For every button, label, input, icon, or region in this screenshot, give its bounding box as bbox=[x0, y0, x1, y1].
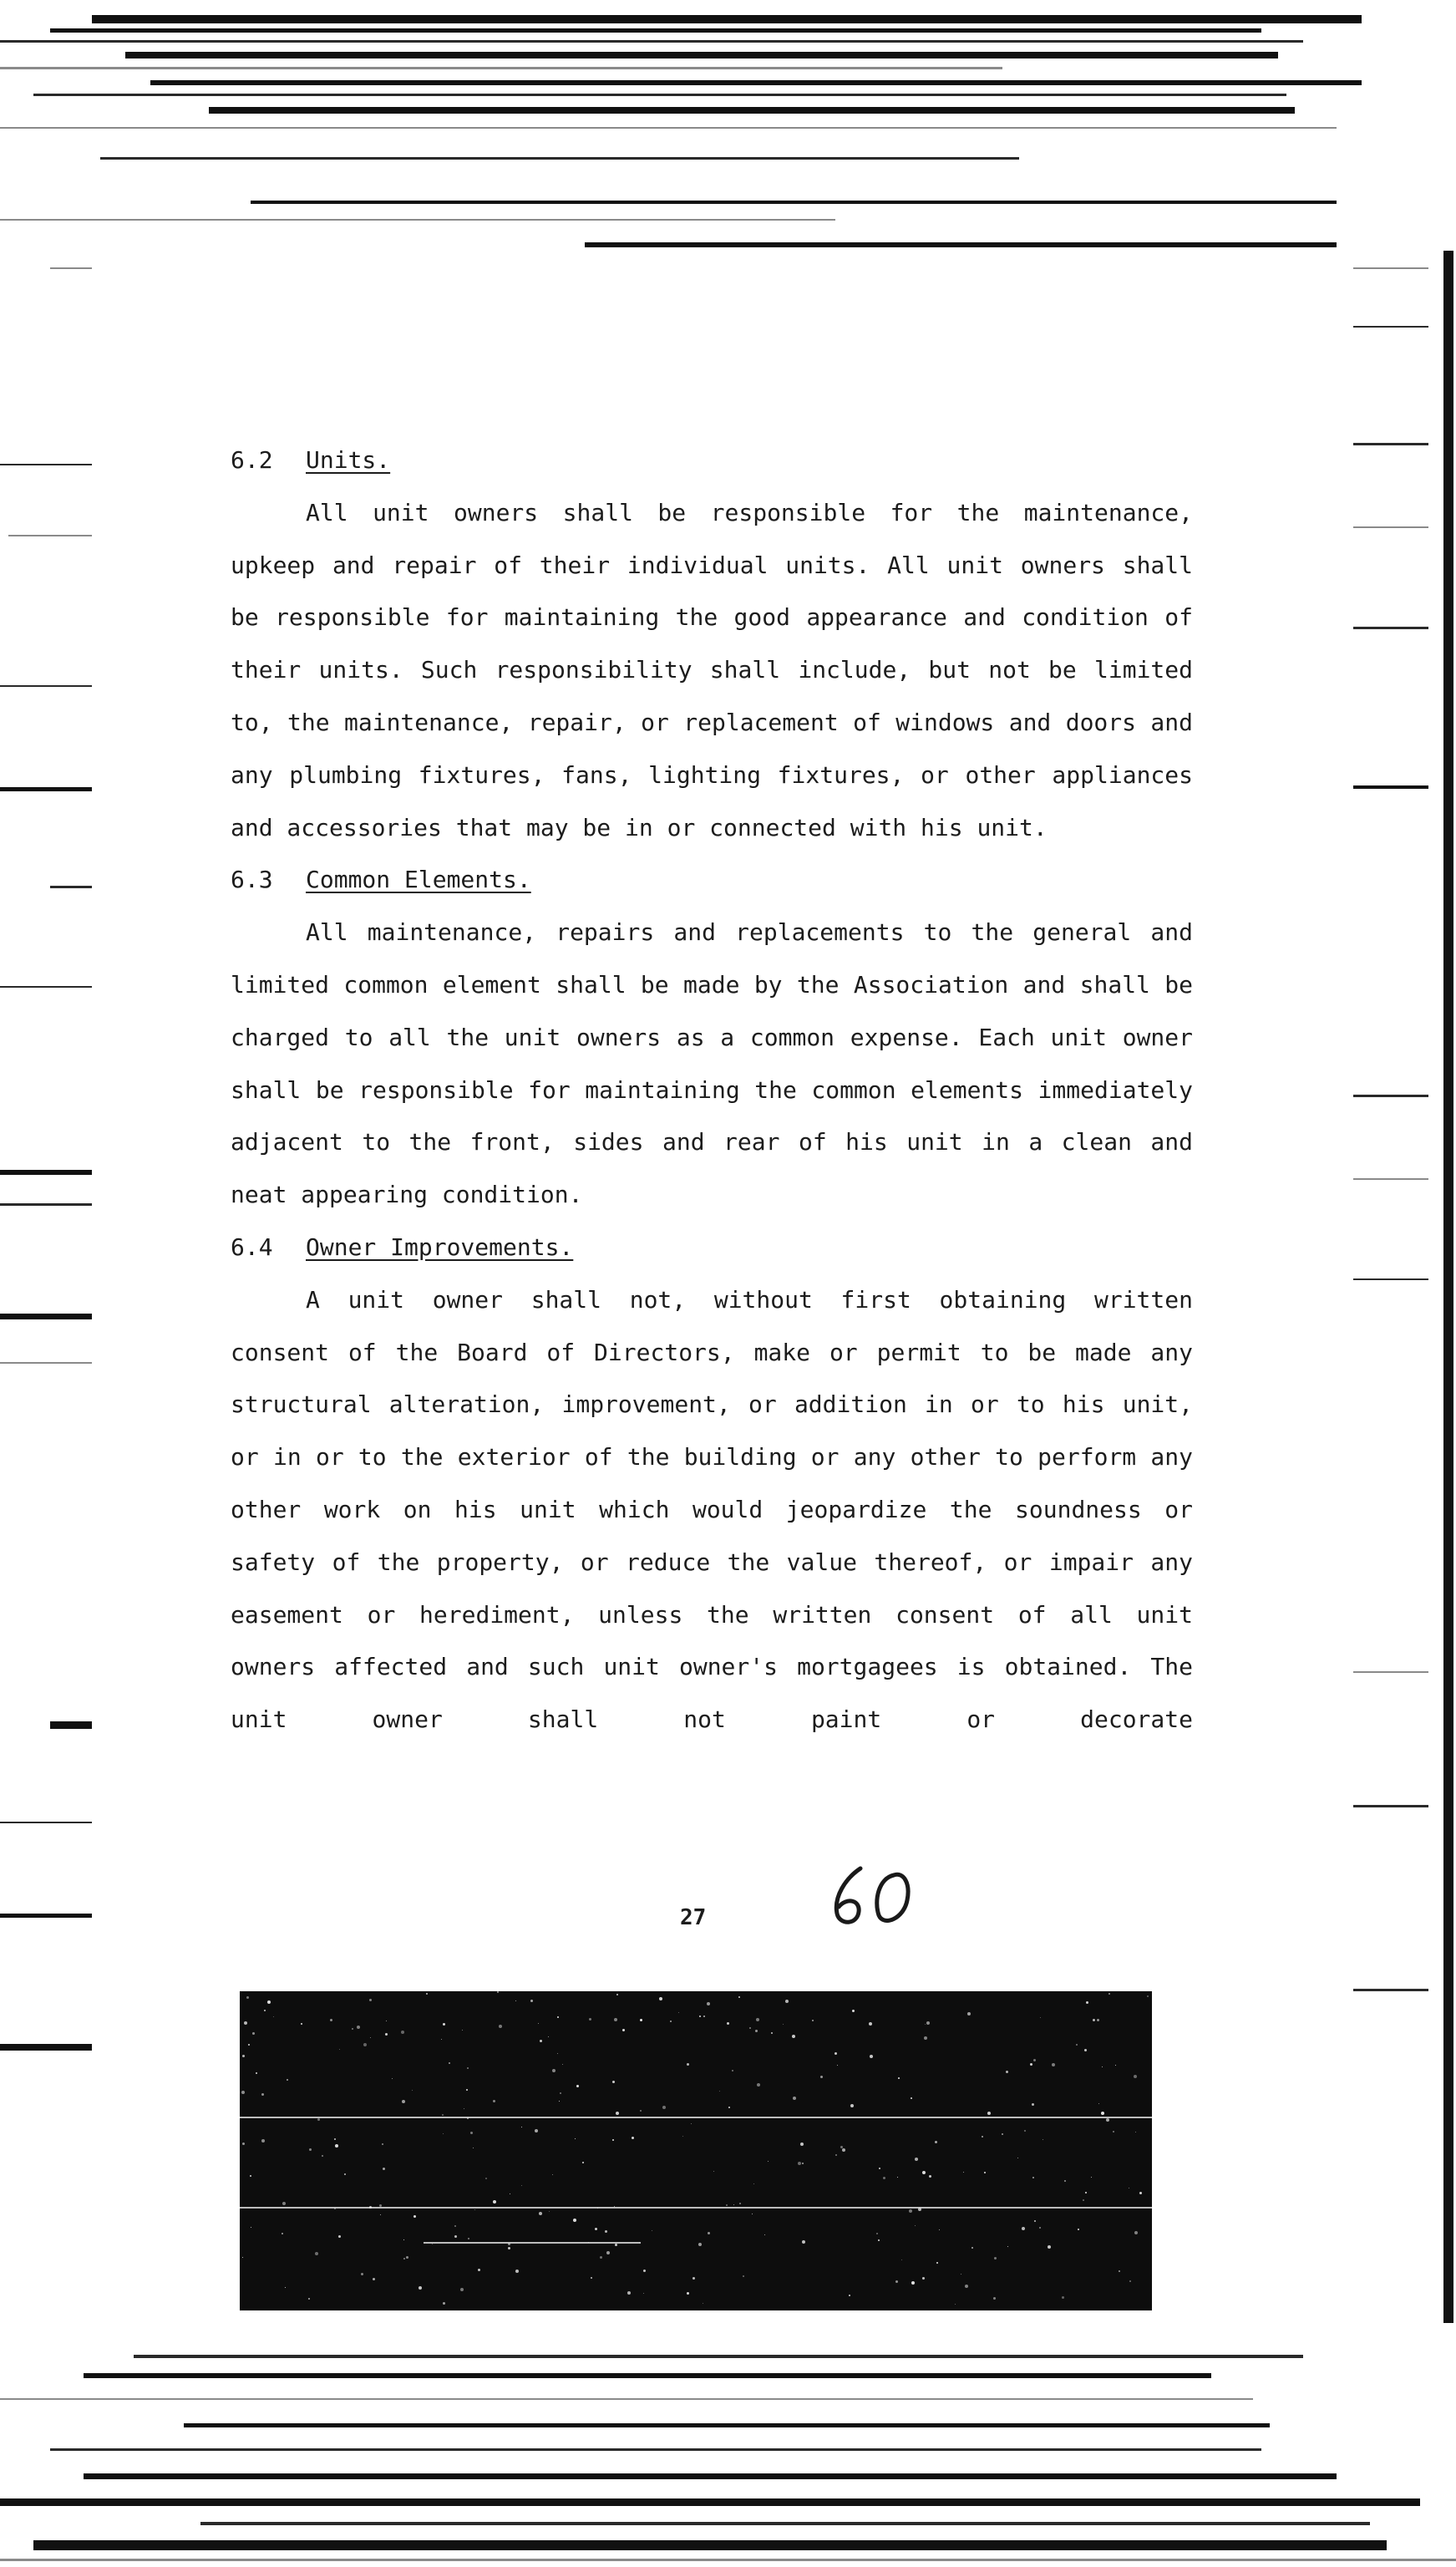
scan-streak bbox=[240, 2207, 1152, 2209]
page-number: 27 bbox=[680, 1905, 707, 1930]
scan-speck bbox=[965, 2285, 968, 2288]
scan-artifact-right bbox=[1345, 251, 1456, 2323]
scan-speck bbox=[1102, 2066, 1103, 2067]
scan-speck bbox=[878, 2239, 880, 2241]
scan-speck bbox=[1007, 2246, 1008, 2247]
scan-dark-region bbox=[240, 1991, 1152, 2310]
scan-speck bbox=[935, 2141, 937, 2143]
scan-speck bbox=[474, 2209, 475, 2210]
scan-speck bbox=[643, 2270, 646, 2272]
scan-speck bbox=[1108, 1993, 1110, 1995]
scan-speck bbox=[793, 2097, 796, 2100]
scan-speck bbox=[756, 2018, 759, 2021]
scan-speck bbox=[643, 2293, 644, 2294]
scan-speck bbox=[562, 2064, 563, 2065]
section-heading-units bbox=[231, 435, 1193, 487]
document-body bbox=[231, 435, 1193, 1746]
scan-speck bbox=[1062, 2296, 1064, 2299]
scan-speck bbox=[282, 2202, 286, 2205]
scan-speck bbox=[687, 2063, 689, 2066]
scan-speck bbox=[373, 2278, 375, 2280]
scan-speck bbox=[719, 2091, 720, 2092]
scan-speck bbox=[1032, 2177, 1034, 2178]
scan-speck bbox=[687, 2292, 689, 2295]
scan-speck bbox=[552, 2069, 556, 2072]
scan-speck bbox=[1006, 2071, 1008, 2073]
scan-speck bbox=[301, 2023, 302, 2025]
scan-speck bbox=[478, 2269, 480, 2271]
scan-speck bbox=[606, 2251, 610, 2254]
scan-speck bbox=[557, 2016, 559, 2018]
section-heading-common-elements bbox=[231, 854, 1193, 907]
scan-speck bbox=[692, 2277, 695, 2280]
scan-speck bbox=[738, 1996, 740, 1998]
scan-speck bbox=[1002, 2133, 1003, 2135]
scan-speck bbox=[370, 2037, 371, 2038]
scan-speck bbox=[242, 2257, 243, 2258]
scan-speck bbox=[406, 2256, 408, 2259]
scan-speck bbox=[757, 2083, 760, 2087]
scan-speck bbox=[419, 2286, 422, 2290]
scan-speck bbox=[925, 2024, 926, 2025]
scan-speck bbox=[443, 2302, 445, 2305]
scan-speck bbox=[322, 2155, 323, 2157]
scan-speck bbox=[589, 2018, 591, 2021]
scan-speck bbox=[508, 2247, 510, 2249]
scan-speck bbox=[261, 2093, 264, 2096]
scan-speck bbox=[1064, 2180, 1066, 2182]
scan-speck bbox=[315, 2252, 318, 2255]
scan-speck bbox=[1093, 2019, 1095, 2021]
scan-speck bbox=[382, 2143, 383, 2145]
scan-speck bbox=[344, 2173, 346, 2175]
scan-speck bbox=[338, 2235, 341, 2238]
scan-speck bbox=[380, 2214, 381, 2215]
scan-speck bbox=[1085, 2192, 1087, 2193]
scan-speck bbox=[560, 2092, 561, 2094]
scan-speck bbox=[493, 2100, 495, 2102]
scan-speck bbox=[334, 2138, 336, 2140]
scan-speck bbox=[330, 2019, 332, 2021]
scan-speck bbox=[591, 2277, 592, 2279]
scan-speck bbox=[426, 1993, 428, 1995]
scan-speck bbox=[627, 2291, 631, 2295]
scan-speck bbox=[1084, 2049, 1087, 2051]
scan-speck bbox=[369, 1999, 372, 2001]
scan-speck bbox=[412, 2090, 413, 2091]
scan-speck bbox=[538, 2023, 539, 2024]
scan-speck bbox=[246, 1996, 249, 1999]
scan-speck bbox=[733, 2204, 734, 2205]
scan-speck bbox=[764, 2234, 765, 2235]
scan-speck bbox=[1086, 2001, 1088, 2004]
scan-speck bbox=[708, 2232, 710, 2234]
scan-speck bbox=[361, 2273, 363, 2275]
scan-speck bbox=[768, 2161, 769, 2162]
section-paragraph: A unit owner shall not, without first obtaining written consent of the Board of Directors, make or permit to be made any structural alteration, improvement, or addition in or to his unit, or in or to the exterior of the building or any other to perform any other work on his unit which would jeopardize the soundness or safety of the property, or reduce the value thereof, or impair any easement or herediment, unless the written consent of all unit owners affected and such unit owner's mortgagees is obtained. The unit owner shall not paint or decorate bbox=[231, 1285, 1193, 1734]
scan-speck bbox=[615, 2244, 617, 2246]
scan-speck bbox=[911, 2281, 915, 2285]
scan-speck bbox=[383, 2168, 385, 2170]
scan-speck bbox=[849, 2295, 850, 2296]
scan-speck bbox=[682, 2136, 683, 2137]
scan-artifact-top bbox=[0, 0, 1456, 267]
scan-speck bbox=[972, 2247, 973, 2249]
scan-speck bbox=[876, 2233, 878, 2234]
scan-speck bbox=[443, 2133, 444, 2134]
scan-speck bbox=[901, 2259, 902, 2260]
scan-speck bbox=[698, 2243, 702, 2246]
scan-speck bbox=[915, 2158, 918, 2161]
scan-speck bbox=[1091, 2177, 1092, 2178]
scan-speck bbox=[559, 2101, 560, 2102]
scan-speck bbox=[499, 2025, 502, 2028]
scan-speck bbox=[605, 2230, 607, 2233]
section-paragraph: All unit owners shall be responsible for the maintenance, upkeep and repair of their individual units. All unit owners shall be responsible for maintaining the good appearance and condition of their units. Such responsibility shall include, but not be limited to, the maintenance, repair, or replacement of windows and doors and any plumbing fixtures, fans, lighting fixtures, or other appliances and accessories that may be in or connected with his unit. bbox=[231, 498, 1193, 841]
scan-speck bbox=[852, 2010, 855, 2012]
scan-artifact-bottom bbox=[0, 2331, 1456, 2567]
scan-speck bbox=[454, 2235, 457, 2238]
scan-speck bbox=[1119, 2270, 1120, 2272]
scan-speck bbox=[548, 2036, 549, 2037]
scan-speck bbox=[252, 2032, 255, 2035]
scan-speck bbox=[557, 2053, 558, 2054]
scan-artifact-left bbox=[0, 251, 100, 2323]
scan-speck bbox=[713, 2171, 714, 2172]
scan-speck bbox=[256, 2072, 257, 2074]
scan-speck bbox=[515, 2270, 519, 2273]
scan-speck bbox=[1147, 1995, 1149, 1997]
section-heading-owner-improvements bbox=[231, 1222, 1193, 1274]
scan-speck bbox=[1022, 2227, 1025, 2230]
scan-speck bbox=[963, 2172, 964, 2173]
scan-speck bbox=[1048, 2245, 1051, 2249]
scan-speck bbox=[1052, 2063, 1055, 2066]
scan-speck bbox=[982, 2136, 983, 2137]
scan-speck bbox=[385, 2033, 388, 2036]
scan-speck bbox=[402, 2100, 405, 2103]
scan-speck bbox=[753, 2183, 754, 2184]
scan-speck bbox=[984, 2172, 986, 2173]
section-paragraph: All maintenance, repairs and replacements to the general and limited common element shall be made by the Association and shall be charged to all the unit owners as a common expense. Each unit owner shall be responsible for maintaining the common elements immediately adjacent to the front, sides and rear of his unit in a clean and neat appearing condition. bbox=[231, 918, 1193, 1209]
section-number: 6.3 bbox=[231, 866, 273, 894]
scan-speck bbox=[467, 2067, 469, 2069]
scan-speck bbox=[248, 2044, 250, 2046]
scan-speck bbox=[392, 2078, 393, 2079]
scan-speck bbox=[485, 2178, 487, 2179]
scan-speck bbox=[403, 2258, 405, 2259]
scan-speck bbox=[939, 2229, 940, 2230]
scan-speck bbox=[460, 2288, 464, 2291]
scan-speck bbox=[244, 2021, 247, 2025]
scan-speck bbox=[1076, 2044, 1078, 2046]
scan-speck bbox=[1097, 2019, 1099, 2021]
section-number: 6.4 bbox=[231, 1233, 273, 1261]
scan-speck bbox=[595, 2228, 597, 2230]
scan-speck bbox=[1024, 2130, 1026, 2132]
scan-speck bbox=[800, 2143, 804, 2146]
scan-speck bbox=[442, 2114, 444, 2116]
scan-speck bbox=[1039, 2227, 1041, 2229]
scan-speck bbox=[732, 2070, 733, 2071]
scan-speck bbox=[909, 2209, 912, 2213]
scan-speck bbox=[403, 2239, 404, 2240]
scan-speck bbox=[308, 2298, 310, 2300]
scan-speck bbox=[802, 2240, 805, 2244]
scan-speck bbox=[1139, 2192, 1142, 2194]
scan-speck bbox=[929, 2175, 931, 2178]
scan-speck bbox=[1134, 2075, 1137, 2078]
scan-streak bbox=[424, 2242, 641, 2244]
scan-speck bbox=[1033, 2059, 1036, 2061]
scan-speck bbox=[662, 2106, 666, 2109]
scan-speck bbox=[462, 2030, 463, 2031]
scan-speck bbox=[1083, 2199, 1084, 2201]
scan-speck bbox=[573, 2219, 576, 2222]
scan-speck bbox=[659, 1997, 662, 2000]
scan-speck bbox=[1134, 2231, 1138, 2234]
scan-speck bbox=[352, 2028, 353, 2030]
scan-speck bbox=[785, 2000, 789, 2003]
scan-speck bbox=[309, 2148, 312, 2151]
scan-speck bbox=[515, 2000, 516, 2001]
scan-speck bbox=[792, 2035, 795, 2038]
scan-speck bbox=[1113, 2131, 1114, 2132]
scan-speck bbox=[883, 2177, 885, 2179]
scan-speck bbox=[837, 2065, 838, 2066]
scan-speck bbox=[835, 2052, 837, 2055]
scan-speck bbox=[1106, 2118, 1109, 2122]
scan-speck bbox=[678, 2012, 679, 2013]
scan-speck bbox=[926, 2021, 930, 2025]
scan-speck bbox=[703, 2015, 705, 2017]
scan-speck bbox=[1040, 2017, 1041, 2018]
scan-speck bbox=[835, 2154, 837, 2156]
scan-speck bbox=[242, 2143, 245, 2145]
scan-speck bbox=[287, 2079, 288, 2081]
scan-speck bbox=[924, 2036, 927, 2040]
scan-speck bbox=[869, 2022, 872, 2026]
scan-speck bbox=[670, 2021, 672, 2022]
scan-speck bbox=[539, 2212, 542, 2215]
scan-speck bbox=[699, 2015, 701, 2017]
scan-speck bbox=[915, 2225, 916, 2226]
section-title: Owner Improvements. bbox=[306, 1233, 574, 1261]
scan-speck bbox=[616, 1994, 618, 1995]
scan-speck bbox=[612, 2139, 614, 2141]
scan-speck bbox=[967, 2012, 971, 2015]
scan-speck bbox=[783, 2024, 784, 2025]
scan-speck bbox=[575, 2138, 576, 2139]
scan-speck bbox=[1101, 2112, 1104, 2115]
scan-speck bbox=[470, 2132, 473, 2134]
scan-speck bbox=[898, 2077, 900, 2079]
scan-speck bbox=[264, 2010, 266, 2011]
scan-speck bbox=[250, 2175, 251, 2177]
scan-speck bbox=[994, 2257, 997, 2259]
scan-speck bbox=[640, 2110, 642, 2112]
scan-speck bbox=[922, 2171, 926, 2174]
scan-speck bbox=[497, 1991, 499, 1993]
scan-speck bbox=[441, 2039, 442, 2040]
scan-speck bbox=[743, 2275, 744, 2277]
scan-speck bbox=[549, 2211, 550, 2212]
scan-speck bbox=[691, 2123, 692, 2124]
scan-speck bbox=[739, 2203, 741, 2204]
scan-speck bbox=[640, 2019, 642, 2021]
section-title: Units. bbox=[306, 446, 391, 474]
scan-speck bbox=[755, 2030, 758, 2032]
scan-speck bbox=[401, 2031, 404, 2034]
scan-speck bbox=[987, 2112, 991, 2115]
scan-speck bbox=[614, 2018, 617, 2021]
scan-speck bbox=[622, 2029, 625, 2031]
scan-speck bbox=[707, 2002, 710, 2005]
scan-speck bbox=[241, 2091, 245, 2094]
scan-speck bbox=[466, 2089, 468, 2091]
scan-speck bbox=[771, 2032, 773, 2034]
scan-speck bbox=[443, 2023, 445, 2026]
scan-speck bbox=[632, 2137, 634, 2139]
scan-speck bbox=[1129, 2280, 1131, 2282]
scan-speck bbox=[895, 2280, 898, 2283]
handwritten-page-number bbox=[827, 1863, 919, 1930]
scan-speck bbox=[273, 2016, 274, 2017]
scan-speck bbox=[936, 2262, 938, 2264]
scan-speck bbox=[798, 2162, 801, 2165]
scan-speck bbox=[993, 2297, 996, 2300]
section-title: Common Elements. bbox=[306, 866, 531, 894]
scan-speck bbox=[449, 2062, 450, 2064]
scan-speck bbox=[357, 2026, 360, 2029]
section-number: 6.2 bbox=[231, 446, 273, 474]
scan-speck bbox=[870, 2055, 873, 2058]
scan-speck bbox=[454, 2225, 456, 2227]
scan-speck bbox=[413, 2215, 416, 2218]
scan-speck bbox=[242, 2055, 245, 2057]
scan-speck bbox=[727, 2022, 729, 2025]
scan-speck bbox=[521, 2185, 522, 2186]
scan-speck bbox=[1034, 2220, 1036, 2222]
scan-speck bbox=[802, 2163, 804, 2164]
scan-speck bbox=[468, 2238, 469, 2239]
scan-speck bbox=[612, 2081, 615, 2083]
scan-speck bbox=[616, 2112, 619, 2115]
scan-speck bbox=[339, 2049, 340, 2050]
scan-speck bbox=[728, 2107, 730, 2108]
scan-speck bbox=[726, 2204, 728, 2206]
scan-speck bbox=[922, 2277, 925, 2280]
scan-speck bbox=[363, 2043, 367, 2046]
scan-speck bbox=[955, 2304, 956, 2305]
scan-speck bbox=[493, 2200, 496, 2204]
scan-speck bbox=[911, 2097, 912, 2099]
scan-speck bbox=[842, 2148, 845, 2152]
scan-speck bbox=[812, 2020, 814, 2021]
scan-speck bbox=[530, 2000, 533, 2002]
scan-speck bbox=[749, 2027, 751, 2029]
scan-streak bbox=[240, 2117, 1152, 2118]
scan-speck bbox=[1078, 2229, 1079, 2230]
scan-speck bbox=[879, 2168, 880, 2169]
scan-speck bbox=[540, 2040, 542, 2042]
scan-speck bbox=[285, 2287, 286, 2288]
scan-speck bbox=[267, 2000, 271, 2004]
scan-speck bbox=[1032, 2103, 1034, 2106]
scan-speck bbox=[335, 2144, 338, 2148]
scan-speck bbox=[600, 2256, 602, 2259]
scan-speck bbox=[582, 2162, 584, 2163]
scan-speck bbox=[820, 2076, 823, 2078]
scan-speck bbox=[1115, 2065, 1116, 2066]
scan-speck bbox=[1098, 2103, 1099, 2104]
scan-speck bbox=[317, 2118, 320, 2121]
scan-speck bbox=[282, 2233, 283, 2234]
scan-speck bbox=[850, 2104, 854, 2107]
scan-speck bbox=[261, 2139, 265, 2143]
scan-speck bbox=[576, 2085, 579, 2087]
scan-speck bbox=[535, 2129, 538, 2132]
scan-speck bbox=[897, 2177, 898, 2178]
scan-speck bbox=[552, 2174, 553, 2175]
scan-speck bbox=[1030, 2063, 1032, 2066]
